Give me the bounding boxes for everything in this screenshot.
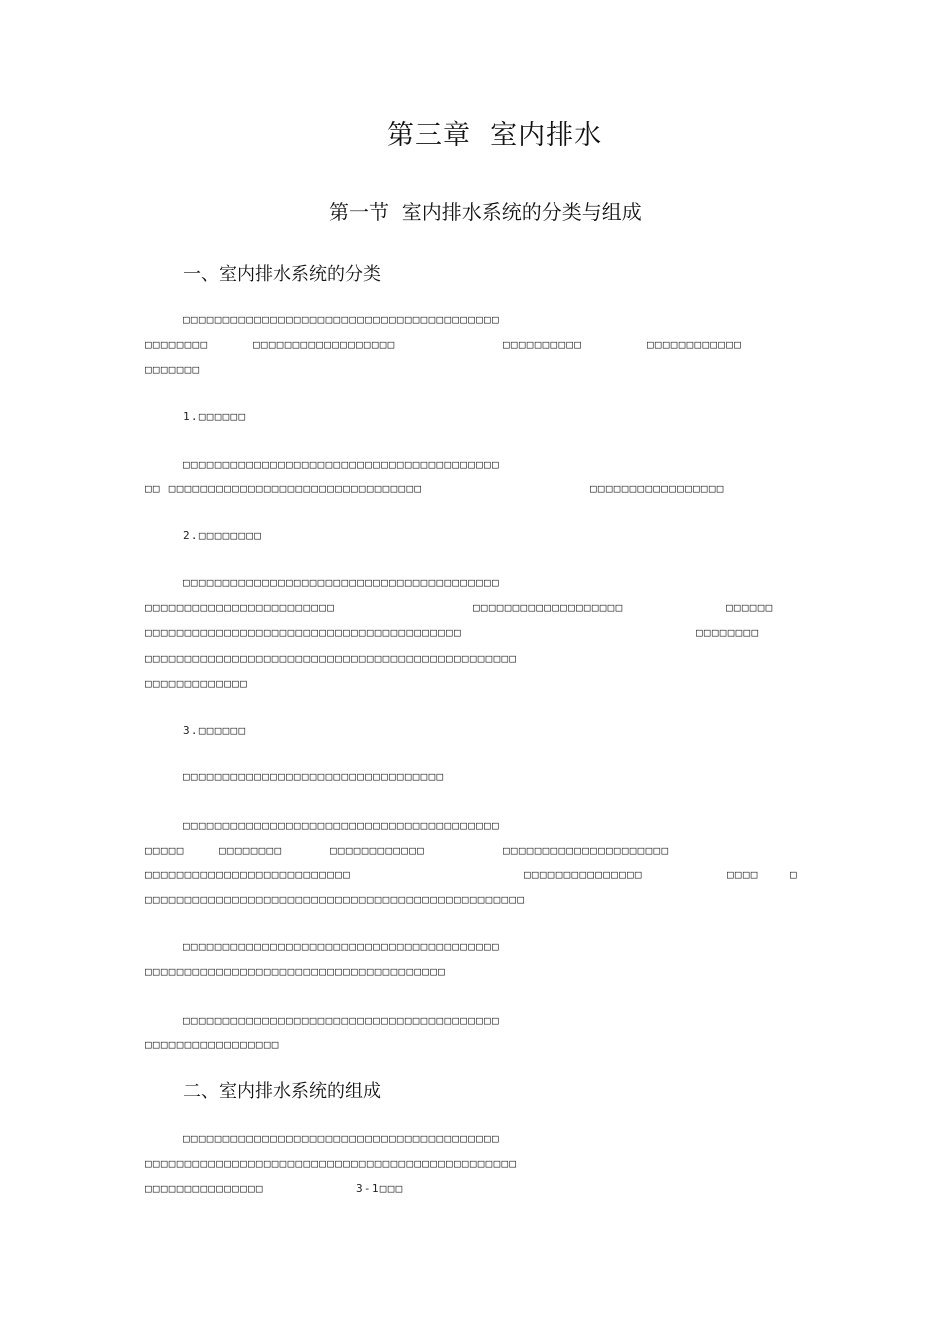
body-text-segment: □□□□□□□□	[145, 338, 209, 351]
body-text-segment: □□□□□□□□□□□□□□□□□□□□□□□□□□	[145, 868, 351, 881]
body-text-segment: 2.□□□□□□□□	[183, 529, 263, 542]
body-text-segment: □□□□□□□□□□□□□□□□□□□□□□□□□□□□□□□□□□□□□□□□□□□□□□□□	[145, 893, 526, 906]
body-text-segment: □□□□□□□□□□□□□□□□□□□□□□□□□□□□□□□□□□□□□□□□	[183, 1132, 500, 1145]
body-text-segment: □□□□□□□□□□□□□□□□□□□□□□□□□□□□□□□□□□□□□□□□□□□□□□□	[145, 652, 518, 665]
body-text-segment: □□□□□□□□□□□□□□□□□	[145, 1038, 280, 1051]
body-text-segment: □□□□□□□□□□□□□□□□□□□□□□□□□□□□□□□□□□□□□□□□	[183, 458, 500, 471]
body-text-segment: □□□□□□□□□□□□□□□	[524, 868, 643, 881]
heading-classification: 一、室内排水系统的分类	[183, 264, 381, 285]
heading-composition: 二、室内排水系统的组成	[183, 1081, 381, 1102]
body-text-segment: □□□□□□□□□□□□□□□□□□□□□□□□□□□□□□□□□□□□□□□□	[183, 1014, 500, 1027]
body-text-segment: □□□□□□□□□□□□□□□□□□□□□□□□□□□□□□□□□□□□□□□□	[145, 626, 462, 639]
body-text-segment: □	[790, 868, 798, 881]
body-text-segment: □□□□□□□□□□□□□□□□□□□□□□□□□□□□□□□□□□□□□□□□	[183, 313, 500, 326]
body-text-segment: □□□□□□□□□□□□	[330, 844, 426, 857]
body-text-segment: □□□□□□	[726, 601, 774, 614]
body-text-segment: □□□□□□□□□□□□□□□□□□□□□□□□□□□□□□□□□□□□□□	[145, 965, 447, 978]
body-text-segment: □□□□□□□□□□□□□□□	[145, 1182, 264, 1195]
body-text-segment: □□□□□□□□□□□□□□□□□□□□□□□□□□□□□□□□□	[183, 770, 445, 783]
body-text-segment: □□□□□□□□□□□□□□□□□□□□□□□□□□□□□□□□□□□□□□□□	[183, 940, 500, 953]
body-text-segment: □□□□	[727, 868, 759, 881]
body-text-segment: □□□□□□□□	[696, 626, 760, 639]
body-text-segment: □□□□□□□□□□□□□□□□□□□	[473, 601, 624, 614]
body-text-segment: □□□□□□□□□□□□□	[145, 677, 248, 690]
body-text-segment: □□□□□□□□□□□□□□□□□□□□□□□□	[145, 601, 336, 614]
body-text-segment: 3.□□□□□□	[183, 724, 247, 737]
body-text-segment: □□□□□□□□□□□□□□□□□	[590, 482, 725, 495]
body-text-segment: □□□□□□□□□□□□□□□□□□	[253, 338, 396, 351]
body-text-segment: □□□□□□□□□□□□□□□□□□□□□□□□□□□□□□□□□□□□□□□□	[183, 819, 500, 832]
body-text-segment: □□□□□□□□□□□□□□□□□□□□□	[503, 844, 670, 857]
body-text-segment: □□□□□□□□	[219, 844, 283, 857]
body-text-segment: □□□□□□□□□□□□□□□□□□□□□□□□□□□□□□□□□□□□□□□□	[183, 576, 500, 589]
chapter-title: 第三章 室内排水	[387, 120, 603, 151]
body-text-segment: □□□□□□□	[145, 363, 201, 376]
section-title: 第一节 室内排水系统的分类与组成	[329, 200, 642, 224]
body-text-segment: □□□□□□□□□□	[503, 338, 583, 351]
body-text-segment: □□□□□□□□□□□□	[647, 338, 743, 351]
body-text-segment: □□□□□	[145, 844, 185, 857]
body-text-segment: 1.□□□□□□	[183, 410, 247, 423]
body-text-segment: □□ □□□□□□□□□□□□□□□□□□□□□□□□□□□□□□□□	[145, 482, 423, 495]
body-text-segment: □□□□□□□□□□□□□□□□□□□□□□□□□□□□□□□□□□□□□□□□□□□□□□□	[145, 1157, 518, 1170]
body-text-segment: 3-1□□□	[356, 1182, 404, 1195]
